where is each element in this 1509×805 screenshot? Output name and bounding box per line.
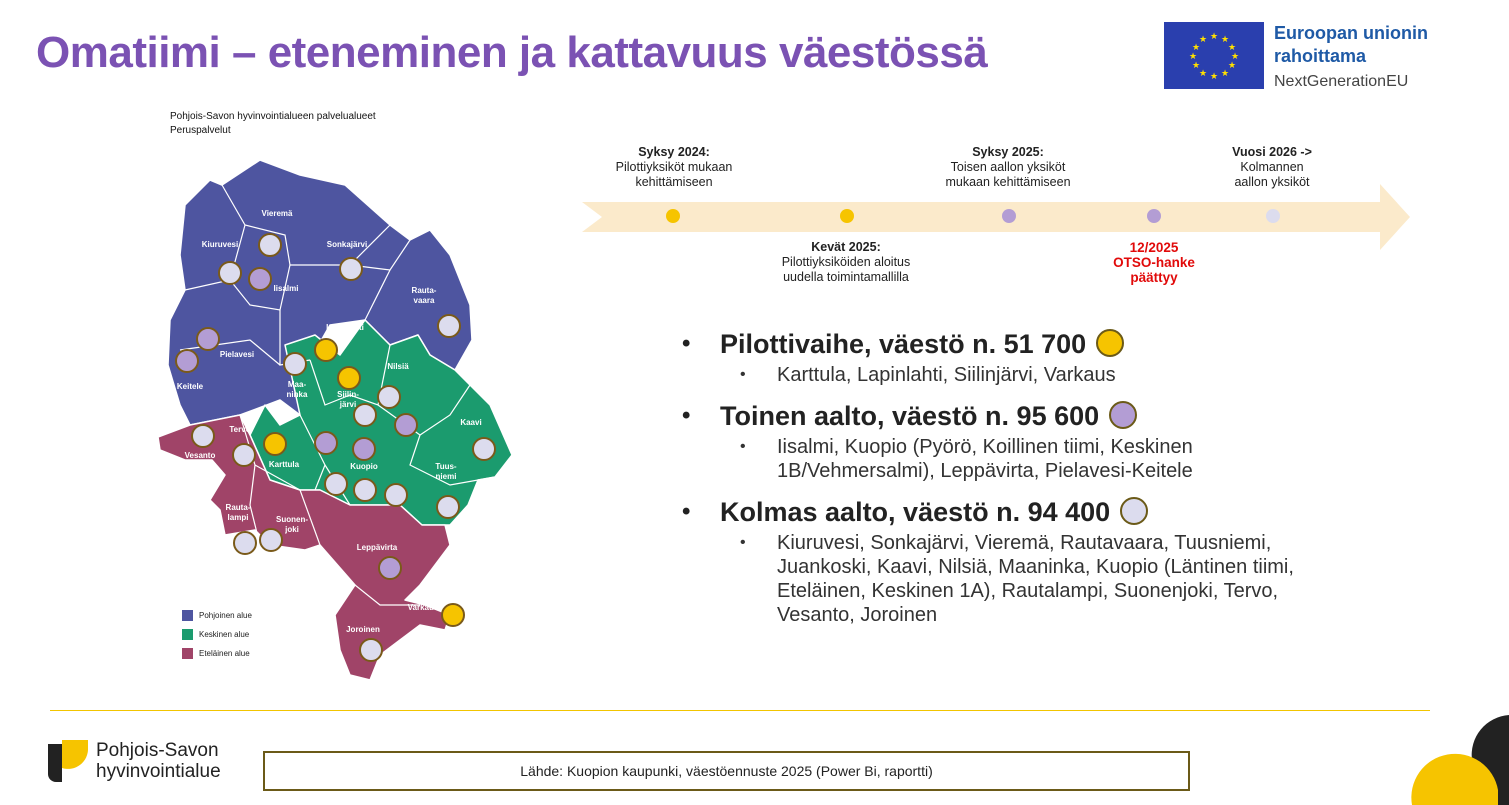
marker-vierema bbox=[259, 234, 281, 256]
label-iisalmi: Iisalmi bbox=[273, 284, 299, 293]
label-lapinlahti: Lapinlahti bbox=[326, 323, 364, 332]
wave-2-units: • Iisalmi, Kuopio (Pyörö, Koillinen tiimi, Keskinen 1B/Vehmersalmi), Leppävirta, Pielavesi-Keitele bbox=[680, 435, 1320, 483]
legend-south-label: Eteläinen alue bbox=[199, 649, 250, 658]
marker-rautalampi bbox=[234, 532, 256, 554]
eu-line-2: rahoittama bbox=[1274, 46, 1367, 66]
label-tuusniemi-2: niemi bbox=[435, 472, 457, 481]
label-karttula: Karttula bbox=[268, 460, 300, 469]
label-kuopio: Kuopio bbox=[350, 462, 378, 471]
svg-text:★: ★ bbox=[1188, 52, 1198, 62]
marker-kuopio-koillinen bbox=[395, 414, 417, 436]
wave-2-title: Toinen aalto, väestö n. 95 600 bbox=[720, 401, 1100, 431]
milestone-line: Pilottiyksiköiden aloitus bbox=[781, 255, 911, 269]
map-graphic bbox=[150, 105, 530, 695]
timeline-dot-2026 bbox=[1266, 209, 1280, 223]
marker-kiuruvesi bbox=[219, 262, 241, 284]
logo-line-1: Pohjois-Savon bbox=[96, 740, 219, 761]
milestone-line: mukaan kehittämiseen bbox=[945, 175, 1071, 189]
wave-3-heading bbox=[680, 493, 1320, 531]
footer-divider bbox=[50, 710, 1430, 711]
label-vesanto: Vesanto bbox=[184, 451, 216, 460]
svg-text:★: ★ bbox=[1227, 61, 1237, 71]
legend-south bbox=[182, 648, 250, 659]
wave-1-units: • Karttula, Lapinlahti, Siilinjärvi, Varkaus bbox=[680, 363, 1320, 387]
marker-juankoski bbox=[354, 404, 376, 426]
map-subcaption: Peruspalvelut bbox=[170, 125, 231, 136]
marker-kuopio-etelainen bbox=[354, 479, 376, 501]
label-rautavaara-1: Rauta- bbox=[411, 286, 437, 295]
wave-3-dot-icon bbox=[1120, 497, 1148, 525]
milestone-red-line: 12/2025 bbox=[1129, 240, 1179, 255]
timeline-dot-autumn-2024 bbox=[666, 209, 680, 223]
marker-tervo bbox=[233, 444, 255, 466]
svg-text:★: ★ bbox=[1209, 72, 1219, 82]
milestone-line: Kolmannen bbox=[1240, 160, 1304, 174]
milestone-red-line: OTSO-hanke bbox=[1113, 255, 1195, 270]
label-tuusniemi-1: Tuus- bbox=[435, 462, 457, 471]
marker-kuopio-pyoro bbox=[315, 432, 337, 454]
milestone-line: Toisen aallon yksiköt bbox=[950, 160, 1066, 174]
eu-line-1: Euroopan unionin bbox=[1274, 23, 1428, 43]
milestone-2026 bbox=[1202, 145, 1342, 190]
milestone-autumn-2024 bbox=[594, 145, 754, 190]
legend-north bbox=[182, 610, 252, 621]
label-siilinjarvi-1: Siilin- bbox=[337, 390, 359, 399]
marker-keitele bbox=[176, 350, 198, 372]
label-rautalampi-1: Rauta- bbox=[225, 503, 251, 512]
label-maaninka-2: ninka bbox=[286, 390, 308, 399]
milestone-red-line: päättyy bbox=[1130, 270, 1178, 285]
marker-karttula bbox=[264, 433, 286, 455]
label-suonenjoki-1: Suonen- bbox=[276, 515, 308, 524]
marker-tuusniemi bbox=[437, 496, 459, 518]
marker-maaninka bbox=[284, 353, 306, 375]
wave-3-units: • Kiuruvesi, Sonkajärvi, Vieremä, Rautavaara, Tuusniemi, Juankoski, Kaavi, Nilsiä, Maaninka, Kuopio (Läntinen tiimi, Eteläinen, Keskinen 1A), Rautalampi, Suonenjoki, Tervo, Vesanto, Joroinen bbox=[680, 531, 1320, 627]
milestone-otso-end bbox=[1094, 240, 1214, 285]
label-kaavi: Kaavi bbox=[460, 418, 482, 427]
label-sonkajarvi: Sonkajärvi bbox=[326, 240, 368, 249]
svg-text:★: ★ bbox=[1191, 43, 1201, 53]
marker-rautavaara bbox=[438, 315, 460, 337]
logo-line-2: hyvinvointialue bbox=[96, 761, 221, 782]
marker-lapinlahti bbox=[315, 339, 337, 361]
corner-decoration bbox=[1390, 700, 1509, 805]
label-pielavesi: Pielavesi bbox=[219, 350, 255, 359]
svg-text:★: ★ bbox=[1230, 52, 1240, 62]
marker-joroinen bbox=[360, 639, 382, 661]
wave-2-heading bbox=[680, 397, 1320, 435]
label-tervo: Tervo bbox=[229, 425, 251, 434]
milestone-head: Kevät 2025: bbox=[811, 240, 881, 254]
timeline-dot-autumn-2025 bbox=[1002, 209, 1016, 223]
timeline-dot-spring-2025 bbox=[840, 209, 854, 223]
marker-sonkajarvi bbox=[340, 258, 362, 280]
marker-kuopio-keskinen-1b bbox=[353, 438, 375, 460]
logo-text bbox=[96, 740, 221, 782]
eu-flag-icon bbox=[1164, 22, 1264, 89]
legend-central-label: Keskinen alue bbox=[199, 630, 250, 639]
marker-kuopio-lantinen bbox=[325, 473, 347, 495]
label-nilsia: Nilsiä bbox=[387, 362, 409, 371]
label-rautavaara-2: vaara bbox=[413, 296, 435, 305]
region-map bbox=[150, 105, 530, 695]
pilot-dot-icon bbox=[1096, 329, 1124, 357]
label-suonenjoki-2: joki bbox=[285, 525, 299, 534]
marker-kaavi bbox=[473, 438, 495, 460]
marker-vesanto bbox=[192, 425, 214, 447]
milestone-line: uudella toimintamallilla bbox=[783, 270, 909, 284]
legend-swatch-central bbox=[182, 629, 193, 640]
label-rautalampi-2: lampi bbox=[227, 513, 249, 522]
svg-text:★: ★ bbox=[1220, 35, 1230, 45]
wave-3-title: Kolmas aalto, väestö n. 94 400 bbox=[720, 497, 1111, 527]
map-caption: Pohjois-Savon hyvinvointialueen palvelualueet bbox=[170, 111, 376, 122]
marker-iisalmi bbox=[249, 268, 271, 290]
svg-text:★: ★ bbox=[1191, 61, 1201, 71]
marker-leppavirta bbox=[379, 557, 401, 579]
label-leppavirta: Leppävirta bbox=[356, 543, 398, 552]
page-title: Omatiimi – eteneminen ja kattavuus väestössä bbox=[36, 28, 988, 77]
legend-swatch-south bbox=[182, 648, 193, 659]
marker-siilinjarvi bbox=[338, 367, 360, 389]
wave-2-dot-icon bbox=[1109, 401, 1137, 429]
wave-summary bbox=[680, 325, 1320, 637]
label-kiuruvesi: Kiuruvesi bbox=[201, 240, 239, 249]
label-joroinen: Joroinen bbox=[346, 625, 380, 634]
timeline-dot-dec-2025 bbox=[1147, 209, 1161, 223]
svg-text:★: ★ bbox=[1198, 35, 1208, 45]
legend-swatch-north bbox=[182, 610, 193, 621]
milestone-head: Syksy 2025: bbox=[972, 145, 1044, 159]
svg-text:★: ★ bbox=[1198, 69, 1208, 79]
label-siilinjarvi-2: järvi bbox=[339, 400, 357, 409]
marker-pielavesi bbox=[197, 328, 219, 350]
wave-1-heading bbox=[680, 325, 1320, 363]
legend-central bbox=[182, 629, 249, 640]
label-maaninka-1: Maa- bbox=[287, 380, 307, 389]
marker-kuopio-keskinen-1a bbox=[385, 484, 407, 506]
label-keitele: Keitele bbox=[176, 382, 204, 391]
svg-text:★: ★ bbox=[1209, 32, 1219, 42]
milestone-line: kehittämiseen bbox=[635, 175, 713, 189]
wave-1-title: Pilottivaihe, väestö n. 51 700 bbox=[720, 329, 1087, 359]
timeline bbox=[580, 140, 1420, 300]
logo-mark-icon bbox=[48, 740, 88, 782]
legend-north-label: Pohjoinen alue bbox=[199, 611, 252, 620]
marker-nilsia bbox=[378, 386, 400, 408]
milestone-head: Syksy 2024: bbox=[638, 145, 710, 159]
milestone-line: aallon yksiköt bbox=[1234, 175, 1310, 189]
label-varkaus: Varkaus bbox=[407, 603, 439, 612]
label-vierema: Vieremä bbox=[261, 209, 293, 218]
source-note: Lähde: Kuopion kaupunki, väestöennuste 2025 (Power Bi, raportti) bbox=[263, 751, 1190, 791]
milestone-line: Pilottiyksiköt mukaan bbox=[615, 160, 733, 174]
marker-varkaus bbox=[442, 604, 464, 626]
marker-suonenjoki bbox=[260, 529, 282, 551]
eu-line-3: NextGenerationEU bbox=[1274, 73, 1409, 90]
milestone-spring-2025 bbox=[756, 240, 936, 285]
milestone-head: Vuosi 2026 -> bbox=[1232, 145, 1312, 159]
svg-text:★: ★ bbox=[1220, 69, 1230, 79]
svg-text:★: ★ bbox=[1227, 43, 1237, 53]
milestone-autumn-2025 bbox=[928, 145, 1088, 190]
